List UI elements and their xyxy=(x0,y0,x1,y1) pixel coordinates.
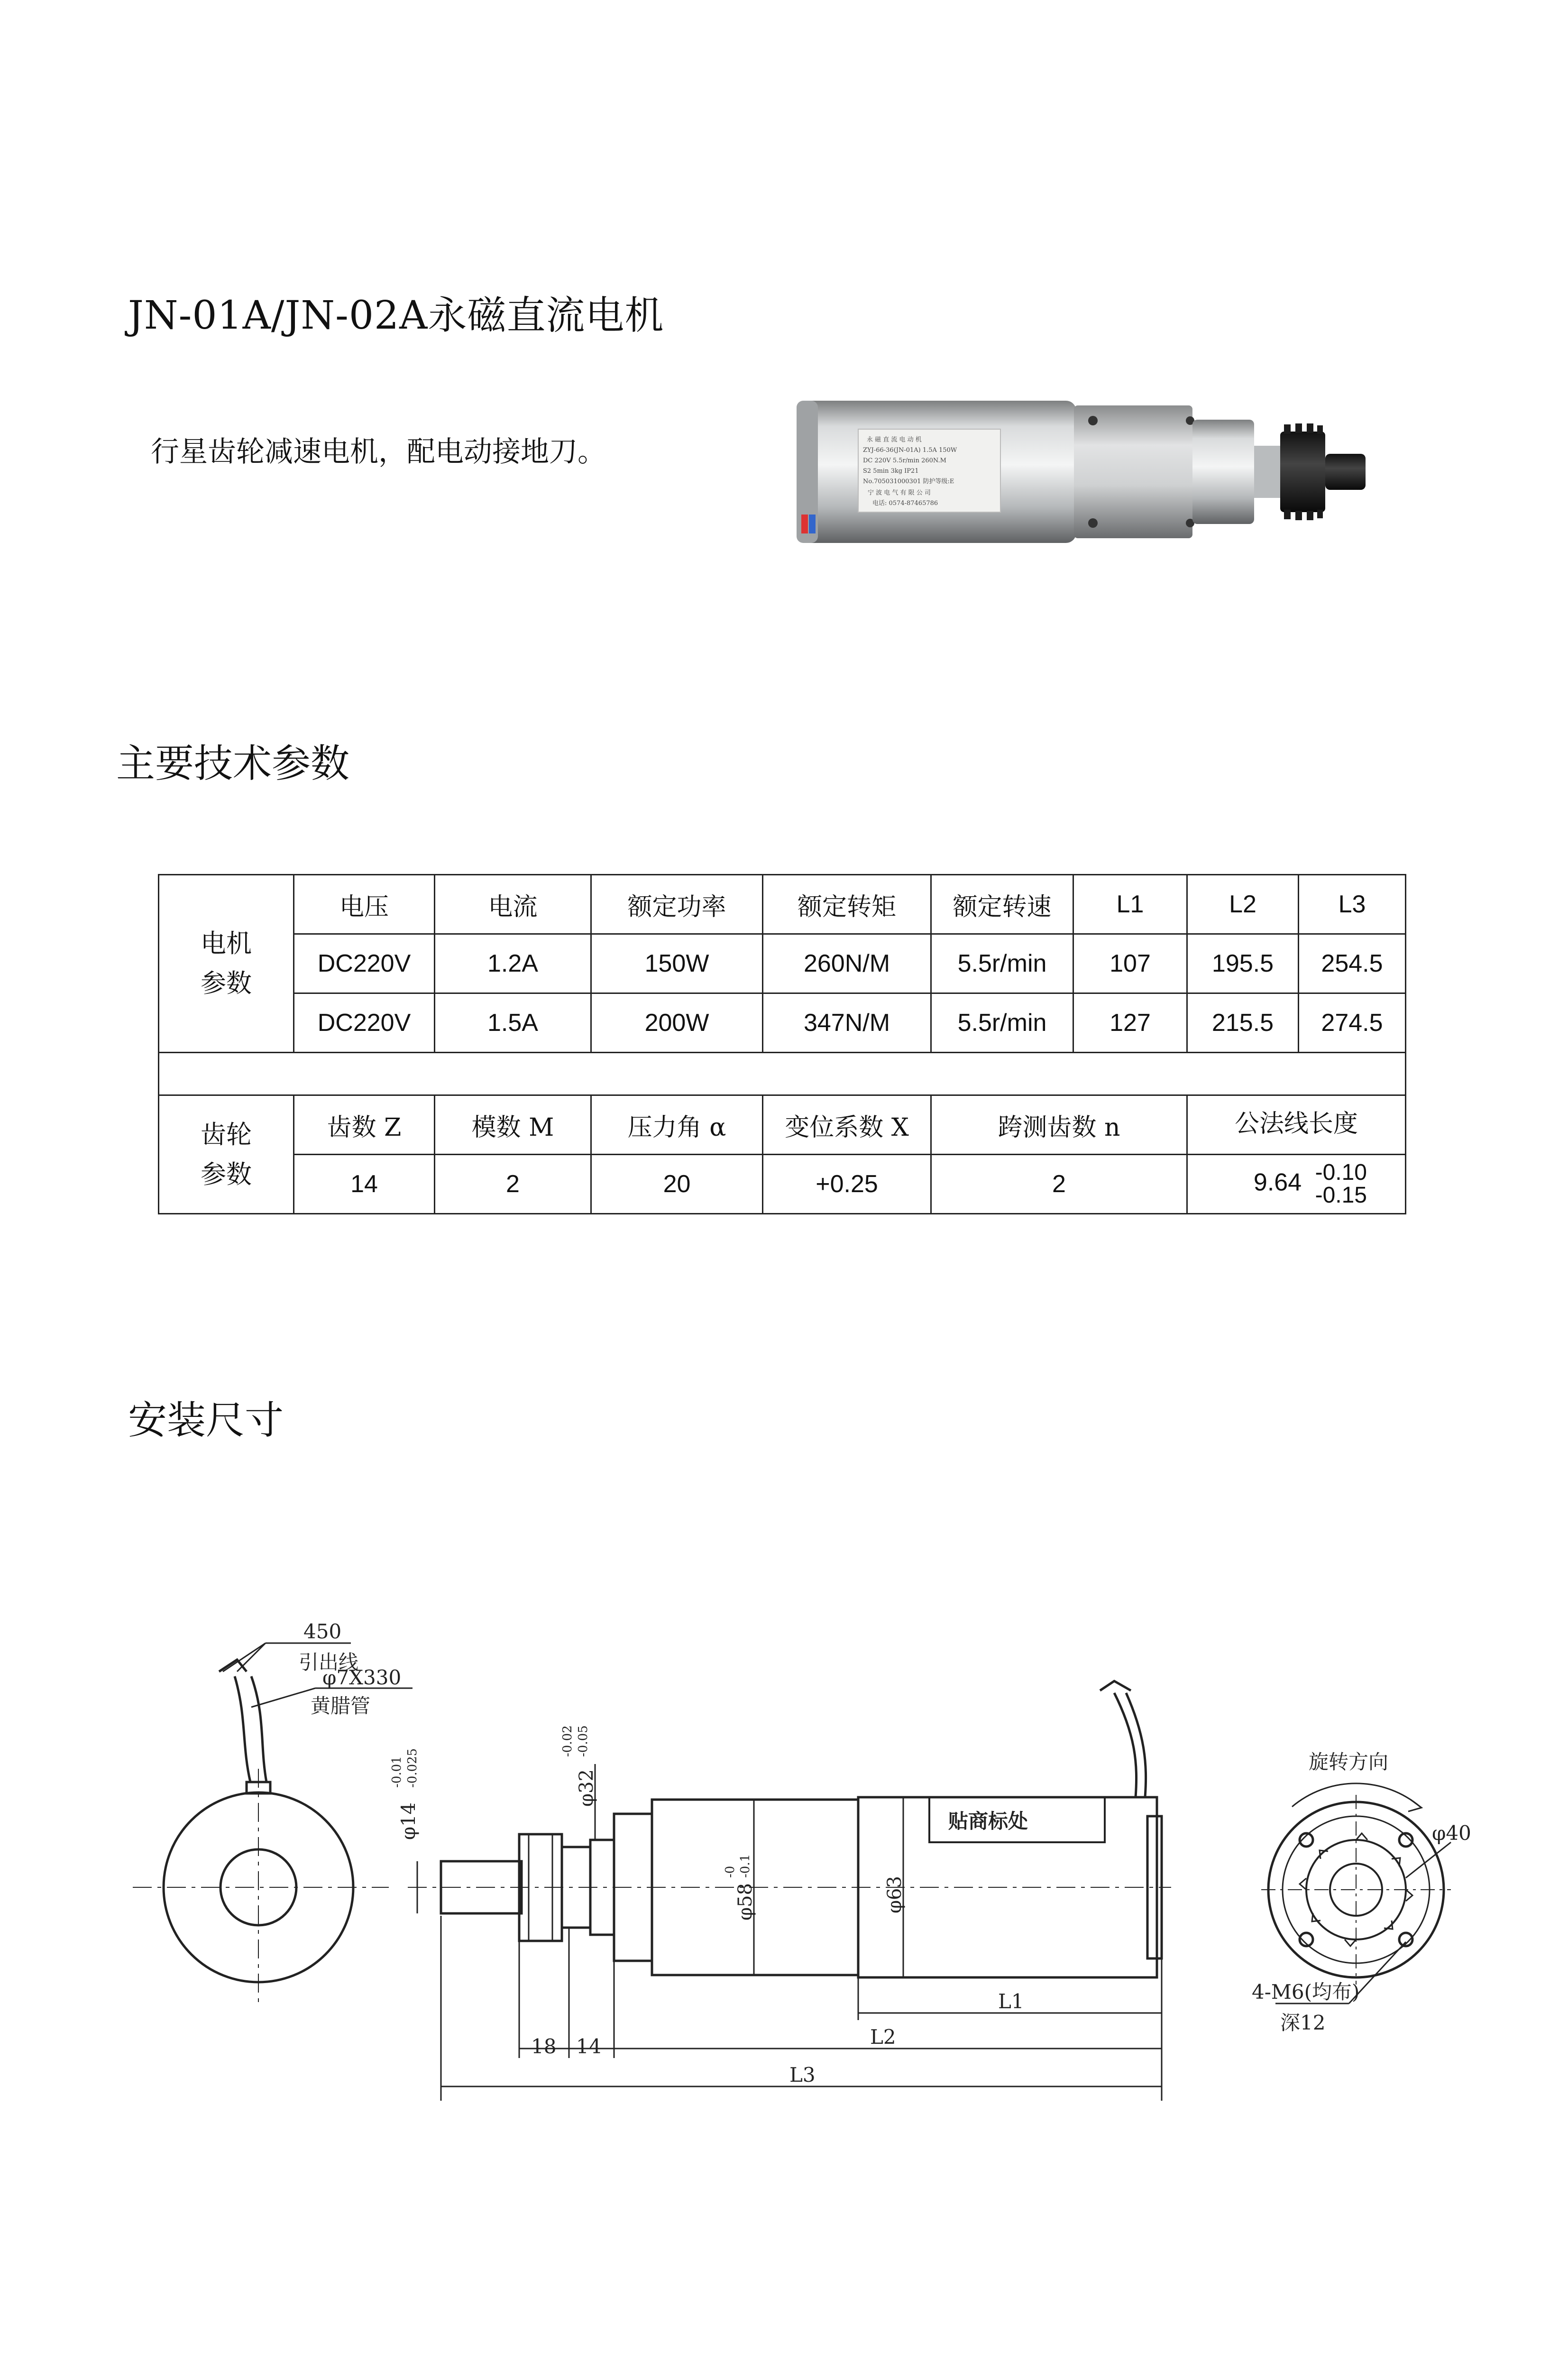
product-description: 行星齿轮减速电机，配电动接地刀。 xyxy=(151,435,606,469)
svg-text:永 磁 直 流 电 动 机: 永 磁 直 流 电 动 机 xyxy=(867,436,922,443)
gearbox-dia-label: φ58 xyxy=(734,1883,756,1921)
svg-text:-0: -0 xyxy=(723,1866,737,1878)
section-heading-params: 主要技术参数 xyxy=(116,741,350,786)
normal-length-value: 9.64 -0.10 -0.15 xyxy=(1187,1155,1406,1214)
svg-text:-0.025: -0.025 xyxy=(405,1748,420,1788)
shaft-dia-label: φ14 xyxy=(398,1802,420,1840)
tolerance: -0.10 -0.15 xyxy=(1315,1160,1367,1208)
svg-text:-0.01: -0.01 xyxy=(390,1756,404,1788)
header-shift-coefficient: 变位系数 X xyxy=(763,1095,931,1155)
hole-spec-label: 4-M6(均布) xyxy=(1252,1980,1360,2003)
header-voltage: 电压 xyxy=(294,875,435,934)
gear-header-row xyxy=(159,1095,1406,1155)
dim-l3: L3 xyxy=(789,2063,816,2086)
lead-label: 引出线 xyxy=(299,1651,359,1674)
table-row: DC220V 1.2A 150W 260N/M 5.5r/min 107 195.5 254.5 xyxy=(159,934,1406,993)
header-current: 电流 xyxy=(435,875,591,934)
svg-text:-0.1: -0.1 xyxy=(738,1854,752,1878)
svg-text:-0.05: -0.05 xyxy=(576,1725,590,1757)
spec-table xyxy=(158,874,1406,1214)
sleeve-label: 黄腊管 xyxy=(311,1694,371,1718)
table-row: DC220V 1.5A 200W 347N/M 5.5r/min 127 215.5 274.5 xyxy=(159,993,1406,1053)
svg-text:ZYJ-66-36(JN-01A) 1.5A 150W: ZYJ-66-36(JN-01A) 1.5A 150W xyxy=(863,447,957,454)
header-l3: L3 xyxy=(1299,875,1406,934)
header-normal-length: 公法线长度 xyxy=(1187,1095,1406,1155)
motor-dia-label: φ63 xyxy=(884,1876,906,1913)
rotation-label: 旋转方向 xyxy=(1309,1750,1389,1774)
document-title: JN-01A/JN-02A永磁直流电机 xyxy=(128,293,664,338)
hole-depth-label: 深12 xyxy=(1280,2011,1326,2034)
header-span-teeth: 跨测齿数 n xyxy=(931,1095,1187,1155)
lead-length-label: 450 xyxy=(303,1620,342,1643)
dim-18: 18 xyxy=(531,2035,557,2058)
motor-group-label: 电机 参数 xyxy=(159,875,294,1053)
label-area-text: 贴商标处 xyxy=(948,1810,1028,1833)
header-teeth: 齿数 Z xyxy=(294,1095,435,1155)
svg-text:S2 5min 3kg IP21: S2 5min 3kg IP21 xyxy=(863,468,919,475)
dim-l1: L1 xyxy=(998,1990,1024,2013)
spacer-row xyxy=(159,1053,1406,1095)
gear-group-label: 齿轮 参数 xyxy=(159,1095,294,1214)
svg-text:宁 波 电 气 有 限 公 司: 宁 波 电 气 有 限 公 司 xyxy=(868,489,931,496)
header-rated-torque: 额定转矩 xyxy=(763,875,931,934)
header-pressure-angle: 压力角 α xyxy=(591,1095,763,1155)
header-l1: L1 xyxy=(1073,875,1187,934)
dim-14: 14 xyxy=(576,2035,602,2058)
motor-photo xyxy=(787,396,1380,548)
header-rated-power: 额定功率 xyxy=(591,875,763,934)
sleeve-spec-label: φ7X330 xyxy=(322,1666,402,1689)
svg-text:No.705031000301 防护等级:E: No.705031000301 防护等级:E xyxy=(863,478,954,485)
flange-dia-label: φ32 xyxy=(576,1769,597,1807)
header-module: 模数 M xyxy=(435,1095,591,1155)
header-l2: L2 xyxy=(1187,875,1299,934)
svg-text:-0.02: -0.02 xyxy=(560,1725,575,1757)
installation-drawing xyxy=(0,1565,1568,2124)
section-heading-install: 安装尺寸 xyxy=(128,1398,284,1443)
table-row: 14 2 20 +0.25 2 9.64 -0.10 -0.15 xyxy=(159,1155,1406,1214)
dim-l2: L2 xyxy=(870,2025,896,2049)
svg-text:DC 220V 5.5r/min 260: DC 220V 5.5r/min 260N.M xyxy=(863,457,946,464)
svg-text:电话: 0574-87465786: 电话: 0574-87465786 xyxy=(872,500,938,507)
bolt-circle-label: φ40 xyxy=(1432,1821,1471,1845)
motor-header-row xyxy=(159,875,1406,934)
header-rated-speed: 额定转速 xyxy=(931,875,1073,934)
